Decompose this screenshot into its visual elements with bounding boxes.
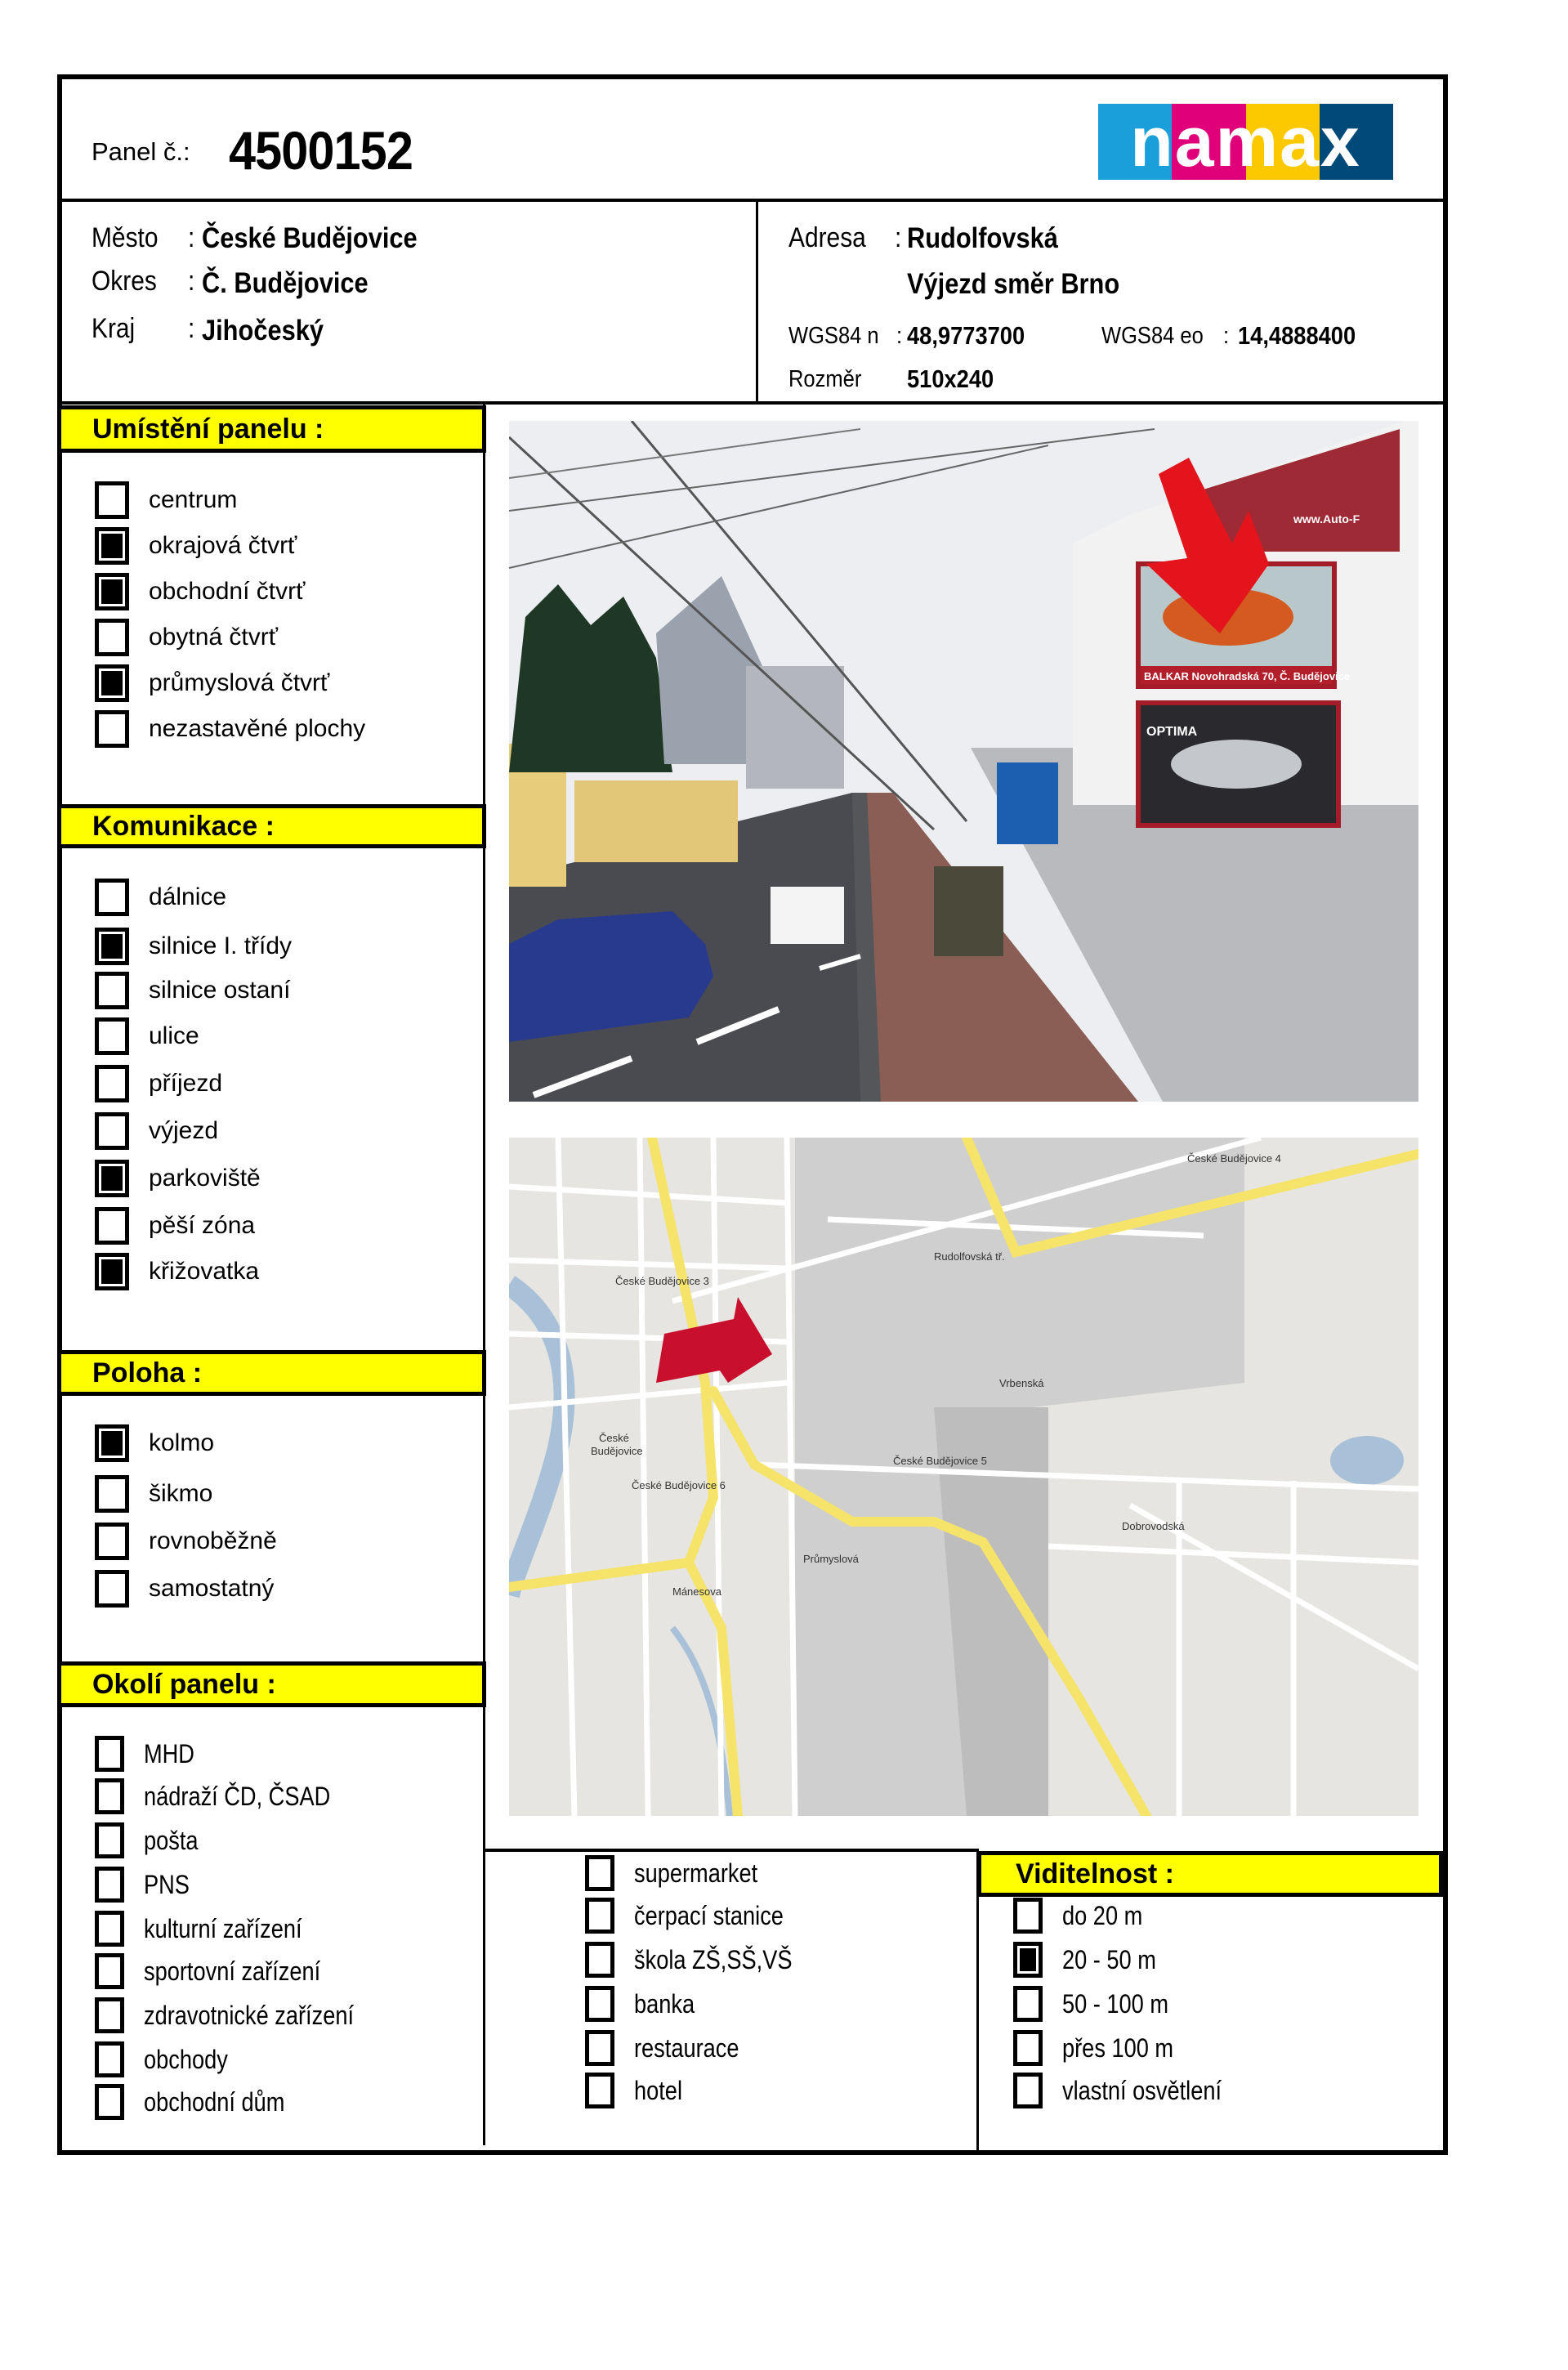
checkbox-label: nádraží ČD, ČSAD <box>144 1781 331 1811</box>
info-column-divider <box>756 202 758 401</box>
wgs-e-value: 14,4888400 <box>1238 321 1356 350</box>
svg-text:České Budějovice 5: České Budějovice 5 <box>893 1455 987 1467</box>
checkbox-label: MHD <box>144 1738 194 1769</box>
checkbox-label: průmyslová čtvrť <box>149 669 330 696</box>
svg-text:Mánesova: Mánesova <box>672 1585 721 1598</box>
checkbox-unchecked[interactable] <box>95 1736 124 1772</box>
checkbox-unchecked[interactable] <box>95 1953 124 1989</box>
section-header-poloha <box>57 1350 486 1396</box>
checkbox-unchecked[interactable] <box>95 1778 124 1814</box>
checkbox-label: výjezd <box>149 1117 219 1144</box>
checkbox-label: obchody <box>144 2044 228 2074</box>
checkbox-unchecked[interactable] <box>585 1986 614 2022</box>
checkbox-row-komunikace[interactable] <box>95 1254 259 1290</box>
section-title: Viditelnost : <box>1016 1858 1174 1889</box>
checkbox-unchecked[interactable] <box>95 710 129 748</box>
checkbox-row-okoli[interactable] <box>585 1855 780 1891</box>
checkbox-row-komunikace[interactable] <box>95 1066 222 1102</box>
logo-text: namax <box>1130 102 1361 181</box>
svg-text:www.Auto-F: www.Auto-F <box>1293 512 1360 525</box>
location-photo <box>509 421 1418 1102</box>
checkbox-row-poloha[interactable] <box>95 1571 274 1607</box>
district-label: Okres <box>92 266 157 297</box>
checkbox-row-komunikace[interactable] <box>95 1160 261 1196</box>
billboard-bottom-text: OPTIMA <box>1146 725 1198 739</box>
namax-logo <box>1098 104 1393 180</box>
checkbox-label: škola ZŠ,SŠ,VŠ <box>634 1944 793 1974</box>
street-photo-illustration <box>509 421 1418 1102</box>
svg-text:České Budějovice 6: České Budějovice 6 <box>632 1479 726 1491</box>
region-value: Jihočeský <box>202 315 324 347</box>
checkbox-label: ulice <box>149 1022 199 1049</box>
colon: : <box>895 222 902 253</box>
checkbox-unchecked[interactable] <box>95 1523 129 1560</box>
checkbox-row-viditelnost[interactable] <box>1013 1898 1157 1934</box>
checkbox-label: rovnoběžně <box>149 1527 277 1554</box>
checkbox-row-okoli[interactable] <box>585 1942 820 1978</box>
checkbox-row-umisteni[interactable] <box>95 665 329 701</box>
checkbox-row-okoli[interactable] <box>95 1778 364 1814</box>
checkbox-row-viditelnost[interactable] <box>1013 2073 1249 2108</box>
checkbox-row-okoli[interactable] <box>585 1986 705 2022</box>
checkbox-label: šikmo <box>149 1480 213 1507</box>
checkbox-label: parkoviště <box>149 1165 261 1192</box>
checkbox-unchecked[interactable] <box>95 1475 129 1513</box>
checkbox-label: nezastavěné plochy <box>149 715 366 742</box>
size-value: 510x240 <box>907 364 994 393</box>
checkbox-unchecked[interactable] <box>95 972 129 1009</box>
panel-label: Panel č.: <box>92 137 190 166</box>
checkbox-label: čerpací stanice <box>634 1900 784 1930</box>
section-header-viditelnost <box>977 1851 1443 1897</box>
checkbox-row-komunikace[interactable] <box>95 973 290 1008</box>
checkbox-checked[interactable] <box>1013 1942 1043 1978</box>
checkbox-unchecked[interactable] <box>95 1017 129 1055</box>
district-value: Č. Budějovice <box>202 267 369 299</box>
checkbox-row-okoli[interactable] <box>95 2041 243 2077</box>
svg-text:Rudolfovská tř.: Rudolfovská tř. <box>934 1250 1005 1263</box>
checkbox-label: křižovatka <box>149 1258 260 1285</box>
svg-text:České: České <box>599 1432 629 1444</box>
checkbox-checked[interactable] <box>95 573 129 610</box>
address-line1: Rudolfovská <box>907 222 1058 254</box>
checkbox-label: restaurace <box>634 2032 739 2063</box>
checkbox-label: hotel <box>634 2075 682 2105</box>
checkbox-unchecked[interactable] <box>1013 2073 1043 2108</box>
checkbox-checked[interactable] <box>95 928 129 965</box>
left-column-divider <box>483 405 485 2145</box>
checkbox-row-poloha[interactable] <box>95 1425 214 1461</box>
checkbox-label: příjezd <box>149 1070 223 1097</box>
svg-text:Budějovice: Budějovice <box>591 1445 643 1457</box>
size-label: Rozměr <box>788 366 862 392</box>
checkbox-unchecked[interactable] <box>95 1911 124 1947</box>
section-header-komunikace <box>57 804 486 848</box>
checkbox-unchecked[interactable] <box>95 1207 129 1245</box>
checkbox-unchecked[interactable] <box>95 1112 129 1150</box>
checkbox-label: vlastní osvětlení <box>1062 2075 1222 2105</box>
checkbox-label: silnice I. třídy <box>149 932 293 959</box>
colon: : <box>896 323 903 349</box>
wgs-n-value: 48,9773700 <box>907 321 1025 350</box>
checkbox-checked[interactable] <box>95 664 129 702</box>
checkbox-unchecked[interactable] <box>95 1065 129 1102</box>
checkbox-label: supermarket <box>634 1858 758 1888</box>
section-title: Okolí panelu : <box>92 1668 276 1700</box>
checkbox-row-poloha[interactable] <box>95 1476 212 1512</box>
checkbox-label: přes 100 m <box>1062 2032 1174 2063</box>
checkbox-label: dálnice <box>149 883 227 910</box>
panel-sheet-frame <box>57 74 1448 2155</box>
checkbox-label: kolmo <box>149 1429 215 1456</box>
address-line2: Výjezd směr Brno <box>907 268 1120 300</box>
address-label: Adresa <box>788 222 866 253</box>
header-divider <box>57 199 1443 202</box>
checkbox-row-okoli[interactable] <box>95 1736 203 1772</box>
checkbox-row-okoli[interactable] <box>95 2084 310 2120</box>
checkbox-label: do 20 m <box>1062 1900 1143 1930</box>
checkbox-label: kulturní zařízení <box>144 1913 302 1943</box>
checkbox-row-komunikace[interactable] <box>95 879 226 915</box>
billboard-top-text: BALKAR Novohradská 70, Č. Budějovice <box>1144 670 1351 682</box>
colon: : <box>188 266 195 297</box>
info-divider <box>57 401 1443 405</box>
colon: : <box>188 222 195 253</box>
checkbox-row-umisteni[interactable] <box>95 619 278 655</box>
checkbox-row-poloha[interactable] <box>95 1523 277 1559</box>
checkbox-unchecked[interactable] <box>585 2030 614 2066</box>
checkbox-unchecked[interactable] <box>95 2084 124 2120</box>
checkbox-row-umisteni[interactable] <box>95 574 305 610</box>
checkbox-label: obchodní dům <box>144 2086 285 2117</box>
checkbox-label: 20 - 50 m <box>1062 1944 1156 1974</box>
colon: : <box>1223 323 1230 349</box>
checkbox-unchecked[interactable] <box>1013 1986 1043 2022</box>
checkbox-unchecked[interactable] <box>95 879 129 916</box>
wgs-e-label: WGS84 eo <box>1101 323 1204 349</box>
panel-number: 4500152 <box>229 120 413 181</box>
checkbox-label: sportovní zařízení <box>144 1956 321 1986</box>
checkbox-label: 50 - 100 m <box>1062 1988 1169 2019</box>
checkbox-row-komunikace[interactable] <box>95 1018 199 1054</box>
checkbox-unchecked[interactable] <box>585 2073 614 2108</box>
checkbox-unchecked[interactable] <box>95 1822 124 1858</box>
checkbox-row-okoli[interactable] <box>585 2073 690 2108</box>
checkbox-unchecked[interactable] <box>95 1570 129 1608</box>
middle-top-rule <box>485 1849 979 1852</box>
section-header-umisteni <box>57 405 486 453</box>
checkbox-row-okoli[interactable] <box>95 1867 198 1903</box>
checkbox-row-okoli[interactable] <box>585 2030 757 2066</box>
checkbox-checked[interactable] <box>95 527 129 565</box>
checkbox-label: silnice ostaní <box>149 977 291 1004</box>
colon: : <box>188 313 195 344</box>
checkbox-label: zdravotnické zařízení <box>144 2000 355 2030</box>
section-title: Komunikace : <box>92 810 275 842</box>
checkbox-row-okoli[interactable] <box>95 1997 391 2033</box>
city-label: Město <box>92 222 159 253</box>
checkbox-checked[interactable] <box>95 1424 129 1462</box>
checkbox-row-viditelnost[interactable] <box>1013 1986 1187 2022</box>
checkbox-label: obytná čtvrť <box>149 624 278 651</box>
svg-text:Vrbenská: Vrbenská <box>999 1377 1044 1389</box>
checkbox-label: okrajová čtvrť <box>149 532 297 559</box>
checkbox-row-okoli[interactable] <box>95 1953 351 1989</box>
checkbox-row-komunikace[interactable] <box>95 928 292 964</box>
checkbox-label: centrum <box>149 486 238 513</box>
checkbox-label: pošta <box>144 1825 199 1855</box>
section-header-okoli <box>57 1661 486 1707</box>
checkbox-checked[interactable] <box>95 1160 129 1197</box>
checkbox-checked[interactable] <box>95 1253 129 1290</box>
checkbox-row-umisteni[interactable] <box>95 528 297 564</box>
checkbox-unchecked[interactable] <box>95 481 129 519</box>
svg-text:České Budějovice 3: České Budějovice 3 <box>615 1275 709 1287</box>
checkbox-label: PNS <box>144 1869 190 1899</box>
section-title: Umístění panelu : <box>92 413 324 445</box>
svg-text:Dobrovodská: Dobrovodská <box>1122 1520 1185 1532</box>
checkbox-row-viditelnost[interactable] <box>1013 1942 1173 1978</box>
wgs-n-label: WGS84 n <box>788 323 879 349</box>
location-map <box>509 1138 1418 1816</box>
checkbox-unchecked[interactable] <box>95 619 129 656</box>
checkbox-row-komunikace[interactable] <box>95 1113 218 1149</box>
checkbox-unchecked[interactable] <box>95 1867 124 1903</box>
checkbox-row-viditelnost[interactable] <box>1013 2030 1193 2066</box>
checkbox-unchecked[interactable] <box>585 1855 614 1891</box>
checkbox-unchecked[interactable] <box>95 1997 124 2033</box>
checkbox-unchecked[interactable] <box>585 1942 614 1978</box>
checkbox-row-okoli[interactable] <box>95 1911 330 1947</box>
svg-text:České Budějovice 4: České Budějovice 4 <box>1187 1152 1281 1165</box>
checkbox-row-komunikace[interactable] <box>95 1208 255 1244</box>
checkbox-unchecked[interactable] <box>585 1898 614 1934</box>
checkbox-unchecked[interactable] <box>95 2041 124 2077</box>
checkbox-row-okoli[interactable] <box>585 1898 810 1934</box>
region-label: Kraj <box>92 313 136 344</box>
street-map-illustration <box>509 1138 1418 1816</box>
section-title: Poloha : <box>92 1357 203 1388</box>
city-value: České Budějovice <box>202 222 418 254</box>
checkbox-row-umisteni[interactable] <box>95 711 365 747</box>
checkbox-label: pěší zóna <box>149 1212 256 1239</box>
checkbox-unchecked[interactable] <box>1013 2030 1043 2066</box>
checkbox-unchecked[interactable] <box>1013 1898 1043 1934</box>
checkbox-label: obchodní čtvrť <box>149 578 306 605</box>
checkbox-label: banka <box>634 1988 695 2019</box>
checkbox-row-umisteni[interactable] <box>95 482 237 518</box>
checkbox-label: samostatný <box>149 1575 275 1602</box>
svg-text:Průmyslová: Průmyslová <box>803 1553 859 1565</box>
checkbox-row-okoli[interactable] <box>95 1822 208 1858</box>
